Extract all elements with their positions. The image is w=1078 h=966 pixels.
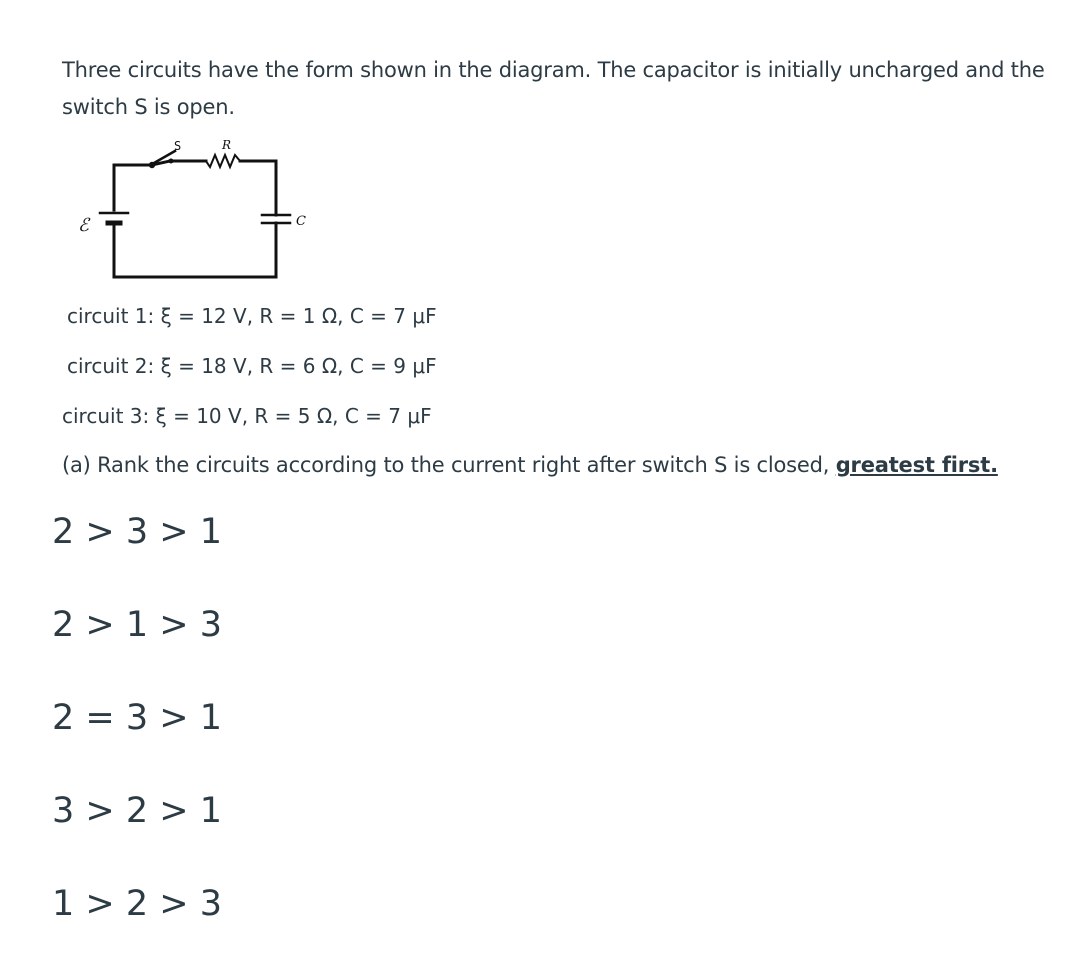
resistor-label: R (222, 138, 232, 152)
switch-label: S (174, 139, 182, 153)
answer-option[interactable]: 2 > 3 > 1 (52, 512, 222, 552)
answer-option[interactable]: 2 = 3 > 1 (52, 698, 222, 738)
circuit-1-params: circuit 1: ξ = 12 V, R = 1 Ω, C = 7 μF (67, 304, 437, 328)
question-a (62, 450, 998, 480)
question-emphasis: greatest first. (835, 453, 998, 477)
intro-text: Three circuits have the form shown in the diagram. The capacitor is initially uncharged and the switch S is open. (62, 58, 1045, 119)
question-prefix: (a) Rank the circuits according to the current right after switch S is closed, (62, 453, 836, 477)
capacitor-label: C (296, 214, 306, 229)
circuit-2-params: circuit 2: ξ = 18 V, R = 6 Ω, C = 9 μF (67, 354, 437, 378)
answer-option[interactable]: 2 > 1 > 3 (52, 605, 222, 645)
switch-contact-icon (149, 162, 155, 168)
emf-label: ℰ (78, 215, 89, 236)
answer-option[interactable]: 1 > 2 > 3 (52, 884, 222, 924)
answer-option[interactable]: 3 > 2 > 1 (52, 791, 222, 831)
circuit-3-params: circuit 3: ξ = 10 V, R = 5 Ω, C = 7 μF (62, 404, 432, 428)
rc-circuit-diagram (70, 135, 330, 285)
